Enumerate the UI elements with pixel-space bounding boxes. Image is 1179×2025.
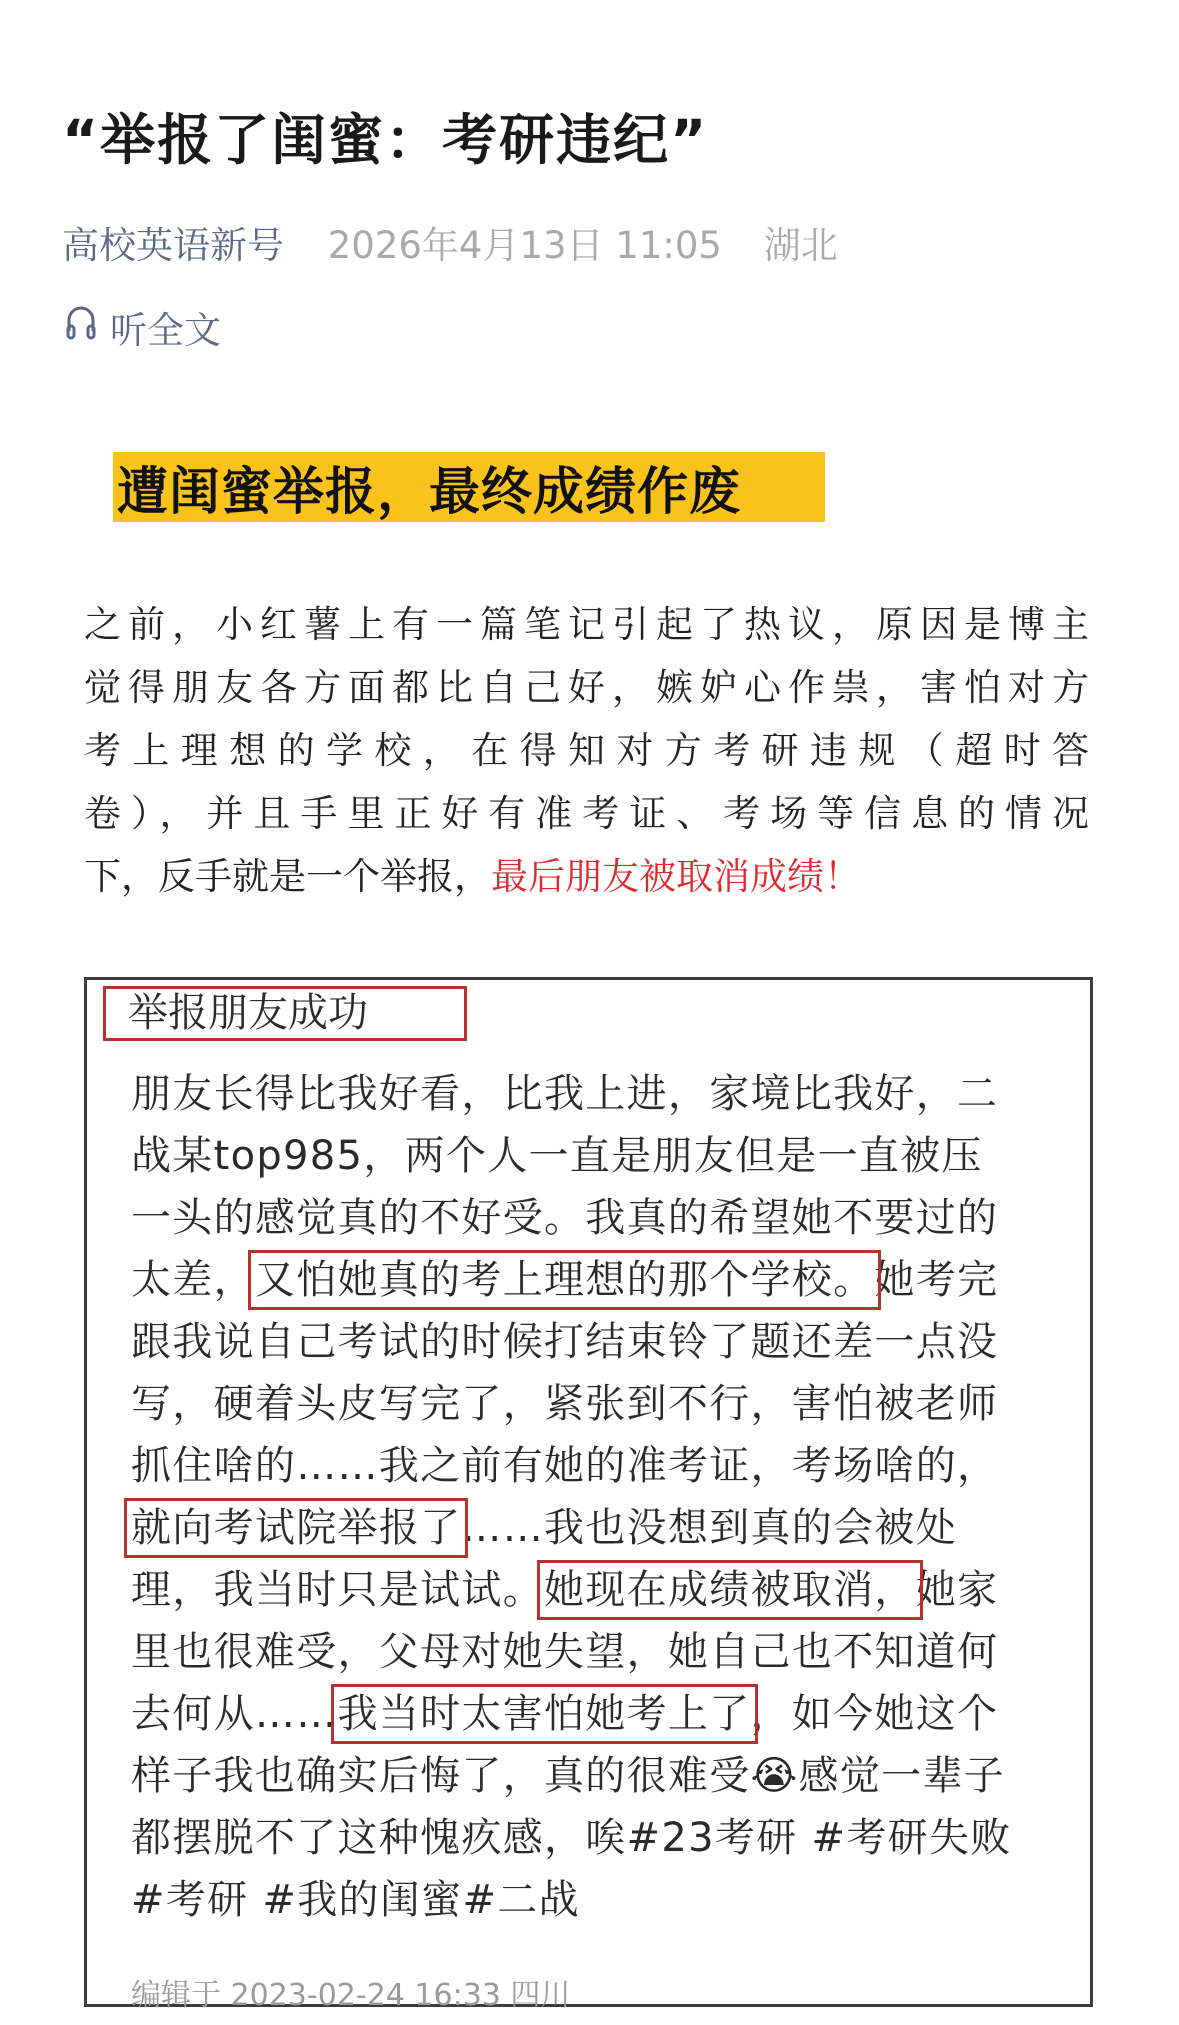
- post-line: [131, 1868, 580, 1925]
- marked-phrase: 又怕她真的考上理想的那个学校。: [254, 1257, 875, 1303]
- post-line: [131, 1806, 1012, 1863]
- post-text: 跟我说自己考试的时候打结束铃了题还差一点没: [131, 1319, 999, 1365]
- listen-button[interactable]: [66, 300, 221, 354]
- post-line: [131, 1186, 998, 1243]
- post-heading: 举报朋友成功: [103, 986, 467, 1041]
- marked-phrase: 就向考试院举报了: [131, 1505, 462, 1551]
- post-text: 都摆脱不了这种愧疚感，唉#23考研 #考研失败: [131, 1815, 1012, 1861]
- post-line: [131, 1744, 1005, 1801]
- post-text: 太差，: [131, 1257, 255, 1303]
- headphones-icon: [66, 305, 96, 350]
- post-line: [131, 1496, 957, 1553]
- post-text: ……我也没想到真的会被处: [461, 1505, 958, 1551]
- article-title: “举报了闺蜜：考研违纪”: [62, 108, 709, 172]
- section-heading: 遭闺蜜举报，最终成绩作废: [113, 452, 825, 522]
- post-line: [131, 1620, 998, 1677]
- article-meta: [62, 215, 838, 269]
- author-link[interactable]: 高校英语新号: [62, 224, 284, 267]
- paragraph-line: 之前，小红薯上有一篇笔记引起了热议，原因是博主: [84, 603, 1089, 646]
- post-text: 她家: [915, 1567, 999, 1613]
- post-text: 抓住啥的……我之前有她的准考证，考场啥的，: [131, 1443, 999, 1489]
- article-paragraph: [84, 593, 1089, 908]
- publish-location: 湖北: [763, 224, 838, 267]
- post-text: 样子我也确实后悔了，真的很难受😭感觉一辈子: [131, 1753, 1006, 1799]
- post-line: [131, 1558, 998, 1615]
- marked-phrase: 我当时太害怕她考上了: [337, 1691, 751, 1737]
- post-text: 她考完: [874, 1257, 999, 1303]
- post-text: 朋友长得比我好看，比我上进，家境比我好，二: [131, 1071, 999, 1117]
- listen-label: 听全文: [110, 309, 221, 352]
- paragraph-line: 觉得朋友各方面都比自己好，嫉妒心作祟，害怕对方: [84, 666, 1089, 709]
- post-line: [131, 1372, 998, 1429]
- post-edit-info: 编辑于 2023-02-24 16:33 四川: [131, 1978, 571, 2013]
- post-text: 一头的感觉真的不好受。我真的希望她不要过的: [131, 1195, 999, 1241]
- post-text: ，如今她这个: [750, 1691, 999, 1737]
- paragraph-line: [84, 845, 1089, 908]
- post-text: 理，我当时只是试试。: [131, 1567, 544, 1613]
- post-text: #考研 #我的闺蜜#二战: [131, 1877, 580, 1923]
- post-line: [131, 1124, 983, 1181]
- post-line: [131, 1434, 998, 1491]
- post-text: 去何从……: [131, 1691, 338, 1737]
- post-text: 写，硬着头皮写完了，紧张到不行，害怕被老师: [131, 1381, 999, 1427]
- post-line: [131, 1248, 998, 1305]
- marked-phrase: 她现在成绩被取消，: [544, 1567, 916, 1613]
- paragraph-line: 考上理想的学校，在得知对方考研违规（超时答: [84, 729, 1089, 772]
- highlighted-text: 最后朋友被取消成绩！: [491, 855, 861, 898]
- post-text: 里也很难受，父母对她失望，她自己也不知道何: [131, 1629, 999, 1675]
- paragraph-text: 下，反手就是一个举报，: [84, 855, 491, 898]
- post-line: [131, 1062, 998, 1119]
- paragraph-line: 卷），并且手里正好有准考证、考场等信息的情况: [84, 792, 1089, 835]
- post-line: [131, 1682, 998, 1739]
- post-line: [131, 1310, 998, 1367]
- post-text: 战某top985，两个人一直是朋友但是一直被压: [131, 1133, 983, 1179]
- publish-date: 2026年4月13日 11:05: [327, 224, 722, 267]
